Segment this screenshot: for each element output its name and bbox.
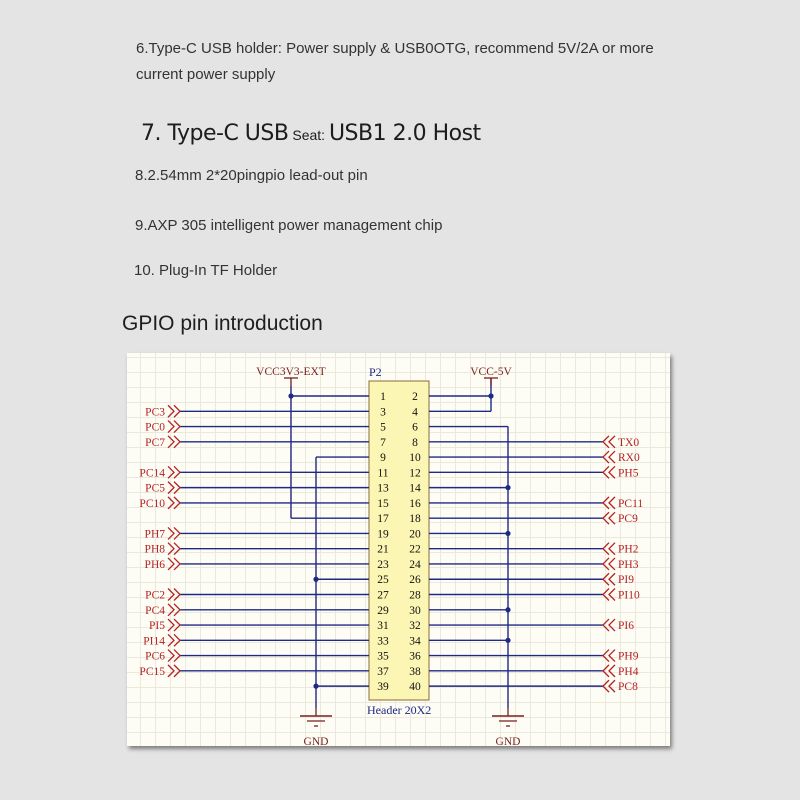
signal-label-right: TX0 (618, 436, 640, 449)
pin-number: 1 (380, 391, 386, 403)
port-flag-icon (168, 405, 174, 417)
signal-label-left: PC15 (139, 665, 165, 678)
port-flag-icon (609, 619, 615, 631)
signal-label-left: PC5 (145, 482, 165, 495)
port-flag-icon (609, 558, 615, 570)
pin-number: 7 (380, 436, 386, 449)
pin-number: 11 (377, 467, 389, 480)
port-flag-icon (609, 466, 615, 478)
signal-label-right: RX0 (618, 452, 640, 465)
feature-item-7 (141, 121, 481, 146)
port-flag-icon (168, 436, 174, 448)
pin-number: 19 (377, 528, 389, 541)
pin-number: 18 (409, 513, 421, 526)
pin-number: 35 (377, 650, 389, 663)
pin-number: 21 (377, 543, 389, 556)
pin-number: 10 (409, 452, 421, 465)
signal-label-left: PC10 (139, 497, 165, 510)
pin-number: 37 (377, 665, 389, 678)
signal-label-right: PC9 (618, 513, 638, 526)
port-flag-icon (609, 573, 615, 585)
pin-number: 8 (412, 436, 418, 449)
ground-label: GND (495, 736, 521, 746)
junction-dot (505, 607, 510, 612)
port-flag-icon (168, 650, 174, 662)
port-flag-icon (168, 482, 174, 494)
port-flag-icon (168, 497, 174, 509)
section-title: GPIO pin introduction (122, 312, 323, 335)
signal-label-left: PC4 (145, 604, 165, 617)
pin-number: 36 (409, 650, 421, 663)
port-flag-icon (168, 543, 174, 555)
pin-number: 9 (380, 452, 386, 465)
feature-item-6: 6.Type-C USB holder: Power supply & USB0OTG, recommend 5V/2A or more current power supply (136, 40, 654, 83)
signal-label-right: PC11 (618, 497, 644, 510)
port-flag-icon (168, 604, 174, 616)
signal-label-left: PI5 (149, 620, 165, 633)
pin-number: 5 (380, 421, 386, 434)
pin-number: 14 (409, 482, 421, 495)
signal-label-right: PI9 (618, 574, 634, 587)
port-flag-icon (168, 619, 174, 631)
junction-dot (313, 577, 318, 582)
pin-number: 16 (409, 497, 421, 510)
power-label-vcc5v: VCC-5V (470, 366, 512, 378)
port-flag-icon (168, 665, 174, 677)
port-flag-icon (609, 680, 615, 692)
pin-number: 39 (377, 681, 389, 694)
junction-dot (288, 393, 293, 398)
pin-number: 24 (409, 558, 421, 571)
pin-number: 32 (409, 620, 421, 633)
feature-item-7-suffix: USB1 2.0 Host (328, 121, 481, 146)
pin-number: 22 (409, 543, 421, 556)
pin-number: 40 (409, 681, 421, 694)
signal-label-left: PC3 (145, 406, 165, 419)
signal-label-left: PC7 (145, 436, 165, 449)
junction-dot (505, 638, 510, 643)
signal-label-right: PH2 (618, 543, 639, 556)
signal-label-left: PC6 (145, 650, 165, 663)
pin-number: 23 (377, 558, 389, 571)
pin-number: 30 (409, 604, 421, 617)
port-flag-icon (609, 436, 615, 448)
junction-dot (488, 393, 493, 398)
port-flag-icon (609, 665, 615, 677)
power-label-vcc3v3: VCC3V3-EXT (256, 366, 326, 378)
signal-label-left: PI14 (143, 635, 165, 648)
signal-label-right: PI6 (618, 620, 634, 633)
port-flag-icon (609, 512, 615, 524)
signal-label-left: PH7 (144, 528, 165, 541)
port-flag-icon (168, 589, 174, 601)
feature-item-8: 8.2.54mm 2*20pingpio lead-out pin (135, 167, 368, 184)
pin-number: 17 (377, 513, 389, 526)
signal-label-left: PH8 (144, 543, 165, 556)
signal-label-right: PC8 (618, 681, 638, 694)
pin-number: 25 (377, 574, 389, 587)
port-flag-icon (168, 634, 174, 646)
signal-label-right: PH5 (618, 467, 639, 480)
port-flag-icon (609, 650, 615, 662)
pin-number: 6 (412, 421, 418, 434)
signal-label-left: PC2 (145, 589, 165, 602)
pin-number: 4 (412, 406, 418, 419)
junction-dot (505, 485, 510, 490)
port-flag-icon (609, 497, 615, 509)
pin-number: 34 (409, 635, 421, 648)
signal-label-right: PH4 (618, 665, 639, 678)
port-flag-icon (168, 466, 174, 478)
port-flag-icon (609, 543, 615, 555)
pin-number: 38 (409, 665, 421, 678)
feature-item-10: 10. Plug-In TF Holder (134, 262, 278, 279)
pin-number: 3 (380, 406, 386, 419)
pin-number: 15 (377, 497, 389, 510)
feature-item-9: 9.AXP 305 intelligent power management chip (135, 217, 443, 234)
feature-item-7-prefix: 7. Type-C USB (141, 121, 289, 146)
feature-item-7-seat: Seat: (288, 127, 329, 143)
pin-number: 12 (409, 467, 421, 480)
pin-number: 28 (409, 589, 421, 602)
signal-label-right: PH3 (618, 558, 639, 571)
port-flag-icon (609, 451, 615, 463)
pin-number: 29 (377, 604, 389, 617)
pin-number: 13 (377, 482, 389, 495)
port-flag-icon (609, 589, 615, 601)
pin-number: 20 (409, 528, 421, 541)
junction-dot (505, 531, 510, 536)
designator-label: P2 (369, 365, 382, 379)
pin-number: 2 (412, 391, 418, 403)
pin-number: 33 (377, 635, 389, 648)
part-name-label: Header 20X2 (367, 703, 432, 717)
junction-dot (313, 684, 318, 689)
port-flag-icon (168, 558, 174, 570)
port-flag-icon (168, 421, 174, 433)
pin-number: 26 (409, 574, 421, 587)
signal-label-left: PH6 (144, 558, 165, 571)
schematic-drawing (127, 353, 670, 746)
pin-number: 27 (377, 589, 389, 602)
signal-label-left: PC14 (139, 467, 165, 480)
gpio-schematic (127, 353, 670, 746)
port-flag-icon (168, 527, 174, 539)
signal-label-right: PI10 (618, 589, 640, 602)
pin-number: 31 (377, 620, 389, 633)
signal-label-right: PH9 (618, 650, 639, 663)
ground-label: GND (303, 736, 329, 746)
signal-label-left: PC0 (145, 421, 165, 434)
